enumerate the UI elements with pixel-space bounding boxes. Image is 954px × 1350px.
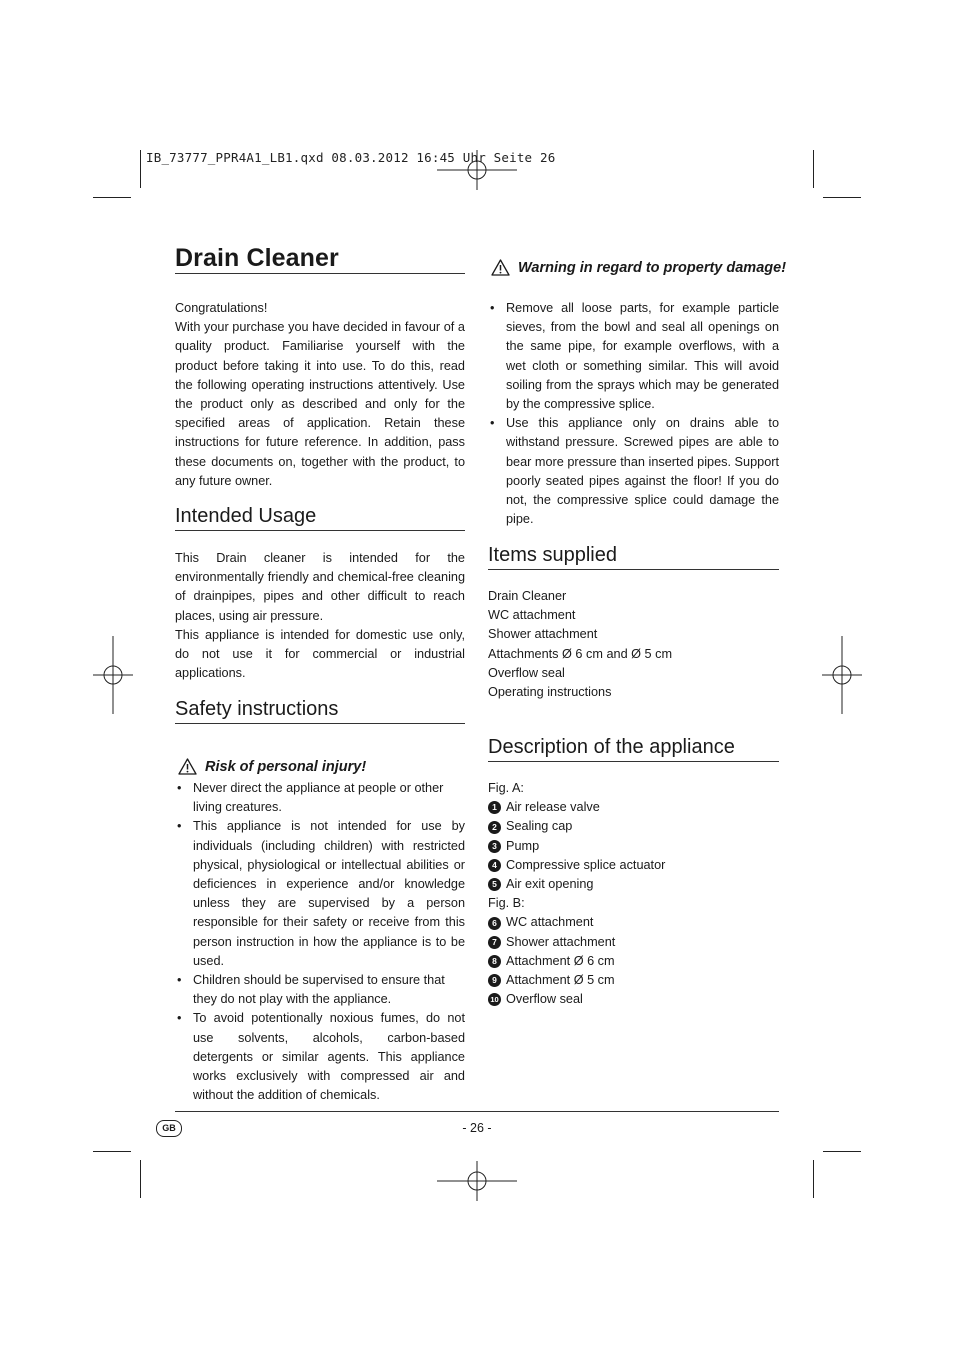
page-title: Drain Cleaner	[175, 243, 465, 274]
crop-mark	[140, 1160, 141, 1198]
intro-paragraph: With your purchase you have decided in favour of a quality product. Familiarise yourself with the product before taking it into use. To do this, read the following operating instructions attentively. Use the product only as described and only for the specified areas of application. Retain these instructions for future reference. In addition, pass these documents on, together with the product, to any future owner.	[175, 320, 465, 488]
fig-b-label: Fig. B:	[488, 896, 525, 911]
list-item	[488, 299, 779, 414]
registration-mark-icon	[437, 150, 517, 190]
property-bullet: Use this appliance only on drains able to withstand pressure. Screwed pipes are able to bear more pressure than inserted pipes. Support poorly seated pipes against the floor! If you do not, the compressive splice could damage the pipe.	[506, 416, 779, 527]
part-label: Air exit opening	[506, 877, 594, 892]
safety-bullet: Never direct the appliance at people or other living creatures.	[193, 781, 444, 815]
list-item	[488, 856, 779, 875]
list-item	[488, 875, 779, 894]
list-item	[175, 1009, 465, 1105]
part-label: Pump	[506, 838, 540, 853]
part-number-badge: 1	[488, 801, 501, 814]
crop-mark	[93, 1151, 131, 1152]
property-warning-title: Warning in regard to property damage!	[518, 260, 787, 276]
safety-bullet: Children should be supervised to ensure that they do not play with the appliance.	[193, 973, 445, 1007]
list-item: Shower attachment	[488, 627, 598, 642]
list-item	[488, 798, 779, 817]
list-item	[488, 990, 779, 1009]
registration-mark-icon	[437, 1161, 517, 1201]
personal-injury-warning-heading	[178, 758, 492, 777]
print-header: IB_73777_PPR4A1_LB1.qxd 08.03.2012 16:45 Uhr Seite 26	[146, 150, 556, 165]
part-label: Shower attachment	[506, 934, 616, 949]
section-heading-description: Description of the appliance	[488, 734, 779, 762]
list-item	[488, 952, 779, 971]
intended-usage-paragraph: This appliance is intended for domestic use only, do not use it for commercial or industrial applications.	[175, 627, 465, 681]
intended-usage-text	[175, 549, 465, 683]
part-number-badge: 10	[488, 993, 501, 1006]
part-label: WC attachment	[506, 915, 594, 930]
list-item	[488, 971, 779, 990]
part-label: Attachment Ø 5 cm	[506, 973, 615, 988]
list-item	[488, 817, 779, 836]
part-label: Air release valve	[506, 800, 600, 815]
part-label: Sealing cap	[506, 819, 573, 834]
part-number-badge: 2	[488, 821, 501, 834]
list-item: Attachments Ø 6 cm and Ø 5 cm	[488, 646, 673, 661]
intro-text	[175, 299, 465, 491]
list-item	[488, 913, 779, 932]
crop-mark	[823, 1151, 861, 1152]
crop-mark	[813, 150, 814, 188]
part-number-badge: 9	[488, 974, 501, 987]
part-number-badge: 5	[488, 878, 501, 891]
property-warning-list	[488, 299, 779, 529]
part-number-badge: 6	[488, 917, 501, 930]
language-badge: GB	[156, 1120, 182, 1137]
section-heading-intended-usage: Intended Usage	[175, 503, 465, 531]
crop-mark	[93, 197, 131, 198]
parts-list	[488, 779, 779, 1009]
section-heading-items-supplied: Items supplied	[488, 542, 779, 570]
safety-list	[175, 779, 465, 1105]
list-item	[175, 779, 465, 817]
property-bullet: Remove all loose parts, for example particle sieves, from the bowl and seal all openings on the same pipe, for example overflows, with a wet cloth or something similar. This will avoid soiling from the sprays which may be generated by the compressive splice.	[506, 301, 779, 412]
footer-divider	[175, 1111, 779, 1112]
property-warning-heading	[491, 259, 806, 278]
list-item: Drain Cleaner	[488, 589, 567, 603]
part-number-badge: 7	[488, 936, 501, 949]
list-item: WC attachment	[488, 608, 576, 623]
warning-triangle-icon	[178, 758, 197, 775]
page-number: - 26 -	[462, 1121, 492, 1135]
list-item: Overflow seal	[488, 665, 565, 680]
section-heading-safety: Safety instructions	[175, 696, 465, 724]
part-number-badge: 4	[488, 859, 501, 872]
list-item	[488, 837, 779, 856]
registration-mark-icon	[822, 636, 862, 714]
list-item	[488, 933, 779, 952]
intended-usage-paragraph: This Drain cleaner is intended for the environmentally friendly and chemical-free cleaning of drainpipes, pipes and other difficult to reach places, using air pressure.	[175, 551, 465, 623]
part-number-badge: 8	[488, 955, 501, 968]
personal-injury-warning-title: Risk of personal injury!	[205, 759, 367, 775]
list-item: Operating instructions	[488, 685, 612, 700]
crop-mark	[140, 150, 141, 188]
fig-a-label: Fig. A:	[488, 781, 524, 795]
warning-triangle-icon	[491, 259, 510, 276]
part-label: Overflow seal	[506, 992, 583, 1007]
safety-bullet: This appliance is not intended for use by individuals (including children) with restricted physical, physiological or intellectual abilities or deficiences in experience and/or knowledge unless they are supervised by a person responsible for their safety or receive from this person instruction in how the appliance is to be used.	[193, 819, 465, 968]
part-label: Compressive splice actuator	[506, 857, 666, 872]
list-item	[175, 817, 465, 971]
crop-mark	[823, 197, 861, 198]
items-supplied-list	[488, 587, 779, 702]
list-item	[488, 414, 779, 529]
registration-mark-icon	[93, 636, 133, 714]
safety-bullet: To avoid potentionally noxious fumes, do not use solvents, alcohols, carbon-based detergents or similar agents. This appliance works exclusively with compressed air and without the addition of chemicals.	[193, 1011, 465, 1103]
list-item	[175, 971, 465, 1009]
part-number-badge: 3	[488, 840, 501, 853]
crop-mark	[813, 1160, 814, 1198]
part-label: Attachment Ø 6 cm	[506, 953, 615, 968]
intro-greeting: Congratulations!	[175, 301, 268, 315]
